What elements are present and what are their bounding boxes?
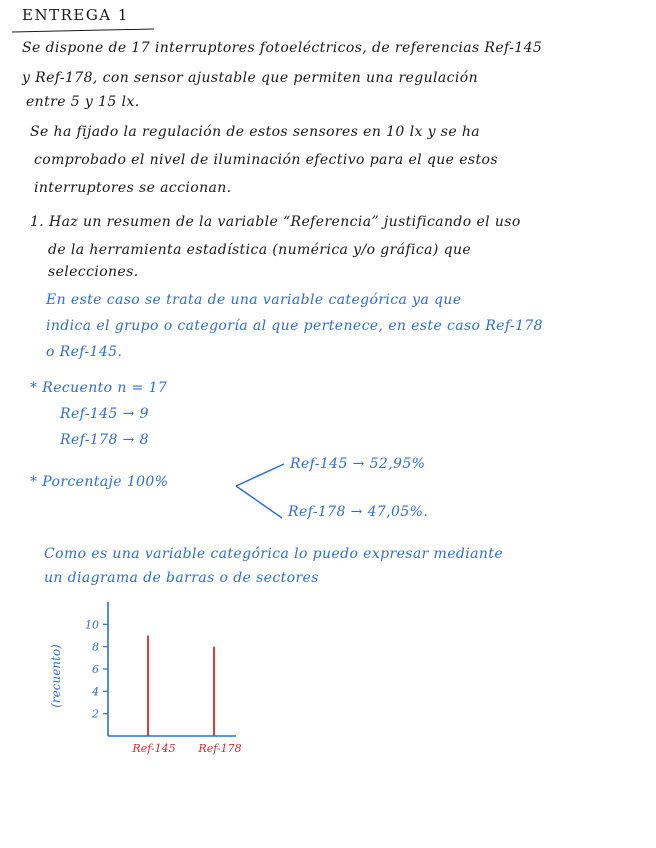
chart-x-label-ref-145: Ref-145 bbox=[132, 742, 176, 755]
count-row-ref178: Ref-178 → 8 bbox=[60, 432, 149, 448]
question-line-1: 1. Haz un resumen de la variable “Referencia” justificando el uso bbox=[30, 214, 521, 230]
percent-row-ref145: Ref-145 → 52,95% bbox=[290, 456, 426, 472]
intro-line-2: y Ref-178, con sensor ajustable que permiten una regulación bbox=[22, 70, 478, 86]
percent-label: * Porcentaje 100% bbox=[30, 474, 169, 490]
intro-line-1: Se dispone de 17 interruptores fotoeléctricos, de referencias Ref-145 bbox=[22, 40, 543, 56]
conclusion-line-2: un diagrama de barras o de sectores bbox=[44, 570, 319, 586]
count-row-ref145: Ref-145 → 9 bbox=[60, 406, 149, 422]
setup-line-3: interruptores se accionan. bbox=[34, 180, 232, 196]
chart-y-tick-label: 2 bbox=[92, 707, 99, 721]
chart-x-label-ref-178: Ref-178 bbox=[198, 742, 242, 755]
count-label: * Recuento n = 17 bbox=[30, 380, 168, 396]
page-title: ENTREGA 1 bbox=[22, 6, 129, 24]
question-line-3: selecciones. bbox=[48, 264, 139, 280]
chart-y-tick-label: 10 bbox=[85, 618, 99, 632]
question-line-2: de la herramienta estadística (numérica y/o gráfica) que bbox=[48, 242, 472, 258]
answer-line-2: indica el grupo o categoría al que pertenece, en este caso Ref-178 bbox=[46, 318, 543, 334]
answer-line-1: En este caso se trata de una variable categórica ya que bbox=[46, 292, 462, 308]
setup-line-2: comprobado el nivel de iluminación efectivo para el que estos bbox=[34, 152, 498, 168]
chart-y-tick-label: 6 bbox=[92, 663, 99, 676]
answer-line-3: o Ref-145. bbox=[46, 344, 123, 360]
percent-row-ref178: Ref-178 → 47,05%. bbox=[288, 504, 429, 520]
chart-y-axis-label: (recuento) bbox=[49, 644, 63, 708]
chart-y-tick-label: 4 bbox=[92, 685, 99, 699]
chart-y-tick-label: 8 bbox=[92, 640, 99, 654]
conclusion-line-1: Como es una variable categórica lo puedo expresar mediante bbox=[44, 546, 504, 562]
intro-line-3: entre 5 y 15 lx. bbox=[26, 94, 140, 110]
setup-line-1: Se ha fijado la regulación de estos sensores en 10 lx y se ha bbox=[30, 124, 481, 140]
